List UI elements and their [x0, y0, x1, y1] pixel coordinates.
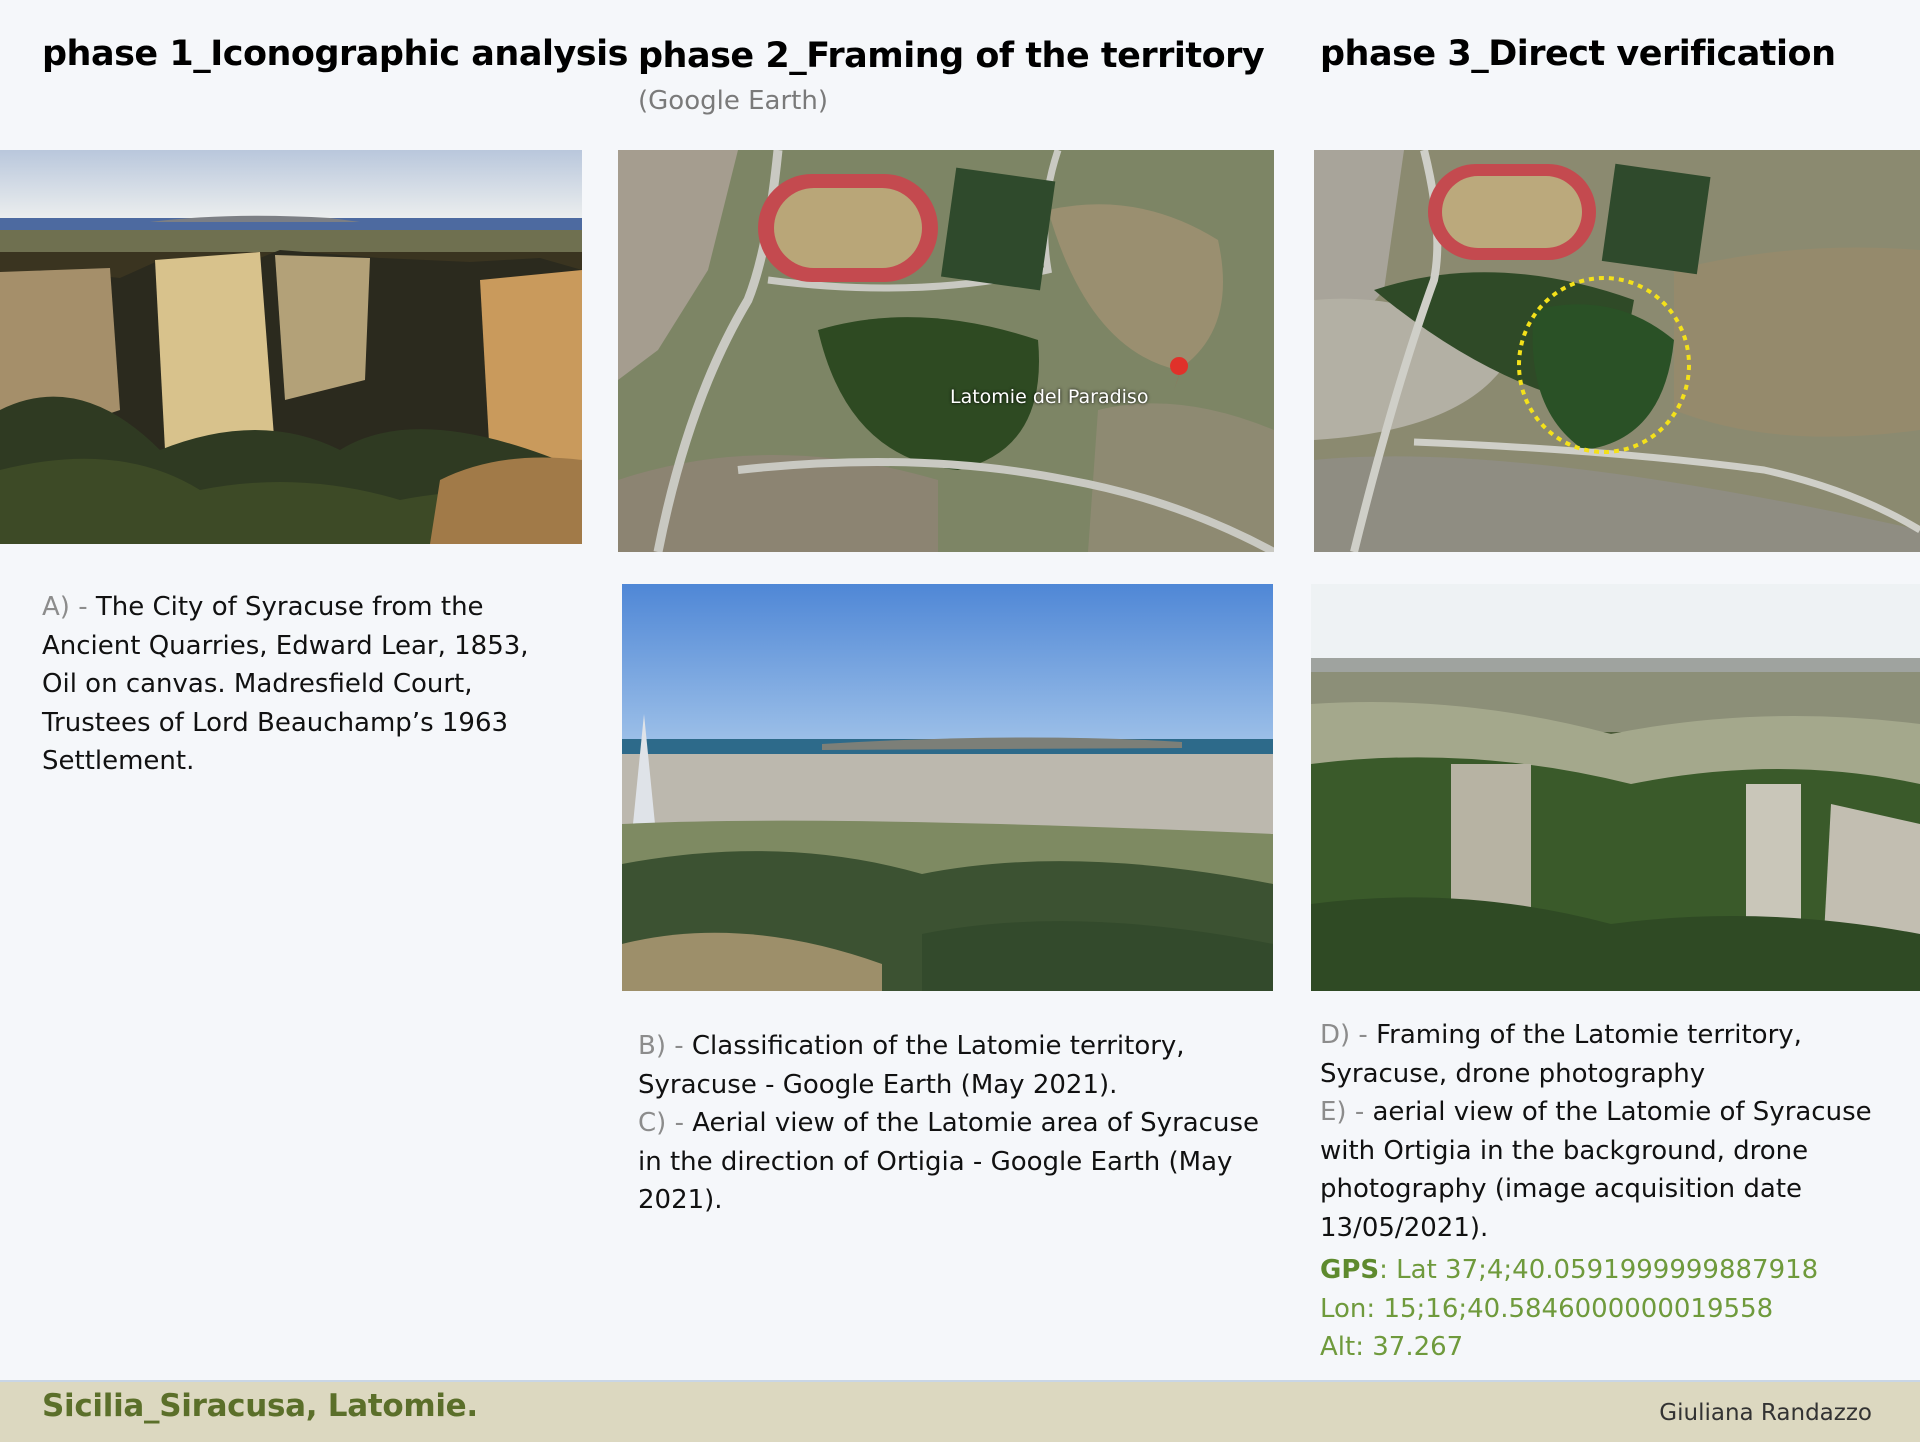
caption-bc — [638, 1027, 1268, 1220]
gps-label: GPS — [1320, 1255, 1380, 1285]
footer-title: Sicilia_Siracusa, Latomie. — [42, 1388, 478, 1424]
caption-d — [1320, 1016, 1905, 1093]
caption-de — [1320, 1016, 1905, 1367]
drone-top-view-image — [1314, 150, 1920, 552]
caption-c-text: Aerial view of the Latomie area of Syracuse in the direction of Ortigia - Google Earth (May 2021). — [638, 1108, 1260, 1215]
painting-image — [0, 150, 582, 544]
aerial-view-ortigia-image — [622, 584, 1273, 991]
phase-1-title: phase 1_Iconographic analysis — [42, 34, 628, 74]
gps-lat-value: : Lat 37;4;40.0591999999887918 — [1379, 1255, 1819, 1285]
caption-e — [1320, 1093, 1905, 1247]
caption-b-text: Classification of the Latomie territory, Syracuse - Google Earth (May 2021). — [638, 1031, 1185, 1100]
caption-b-label: B) - — [638, 1031, 692, 1061]
phase-3-title: phase 3_Direct verification — [1320, 34, 1836, 74]
gps-lon: Lon: 15;16;40.5846000000019558 — [1320, 1293, 1774, 1324]
caption-d-text: Framing of the Latomie territory, Syracuse, drone photography — [1320, 1020, 1802, 1089]
caption-a-text: The City of Syracuse from the Ancient Quarries, Edward Lear, 1853, Oil on canvas. Madresfield Court, Trustees of Lord Beauchamp’s 1963 Settlement. — [42, 592, 529, 776]
caption-e-text: aerial view of the Latomie of Syracuse with Ortigia in the background, drone photography (image acquisition date 13/05/2021). — [1320, 1097, 1872, 1243]
drone-oblique-photo-image — [1311, 584, 1920, 991]
footer-author: Giuliana Randazzo — [1659, 1400, 1872, 1426]
caption-a — [42, 588, 542, 781]
google-earth-map-image — [618, 150, 1274, 552]
caption-a-label: A) - — [42, 592, 96, 622]
gps-block — [1320, 1251, 1905, 1367]
caption-c — [638, 1104, 1268, 1220]
phase-2-title: phase 2_Framing of the territory — [638, 36, 1265, 76]
phase-2-subtitle: (Google Earth) — [638, 86, 828, 116]
gps-alt: Alt: 37.267 — [1320, 1332, 1464, 1362]
caption-b — [638, 1027, 1268, 1104]
caption-c-label: C) - — [638, 1108, 693, 1138]
map-place-label: Latomie del Paradiso — [950, 386, 1149, 408]
gps-lat — [1320, 1251, 1905, 1290]
caption-e-label: E) - — [1320, 1097, 1373, 1127]
caption-d-label: D) - — [1320, 1020, 1377, 1050]
